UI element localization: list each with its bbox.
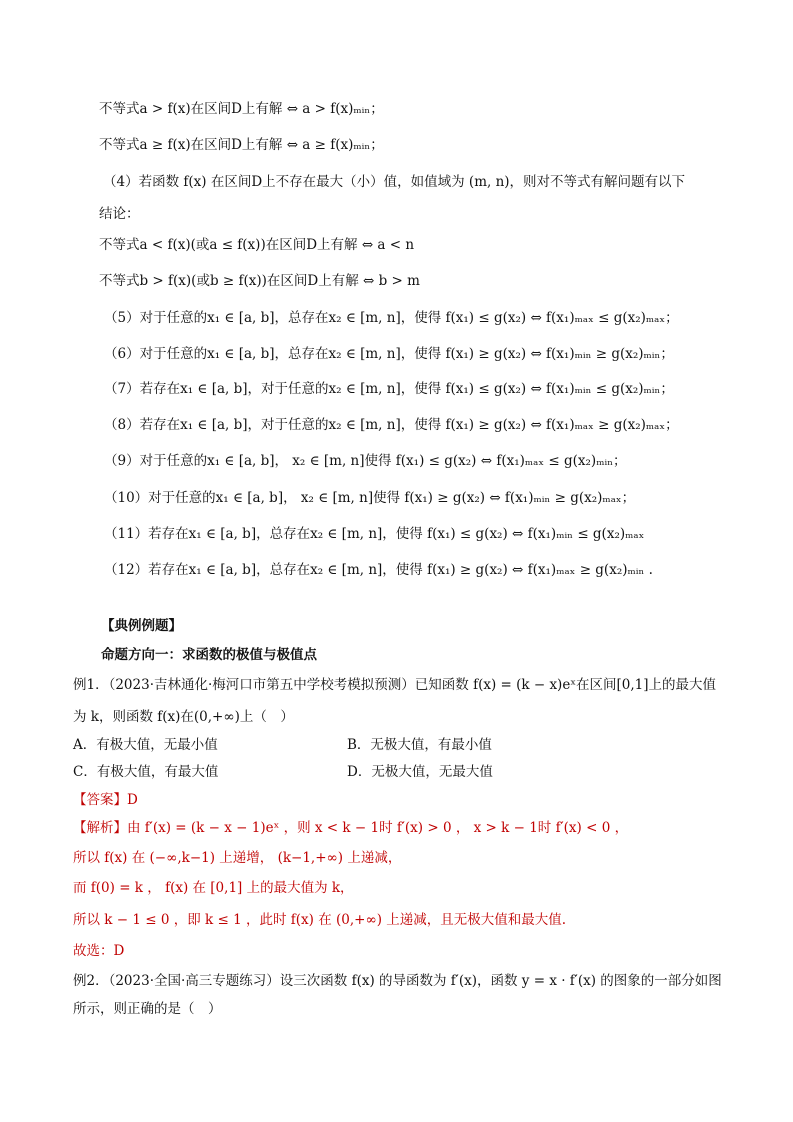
solution-line-4: 所以 k − 1 ≤ 0 ，即 k ≤ 1 ，此时 f(x) 在 (0,+∞) 上递减，且无极大值和最大值. — [73, 912, 567, 928]
item-11-line: （11）若存在x₁ ∈ [a, b]，总存在x₂ ∈ [m, n]，使得 f(x₁) ≤ g(x₂) ⇔ f(x₁)ₘᵢₙ ≤ g(x₂)ₘₐₓ — [104, 526, 645, 542]
item-6-line: （6）对于任意的x₁ ∈ [a, b]，总存在x₂ ∈ [m, n]，使得 f(x₁) ≥ g(x₂) ⇔ f(x₁)ₘᵢₙ ≥ g(x₂)ₘᵢₙ； — [104, 346, 674, 362]
inequality-line-2: 不等式a ≥ f(x)在区间D上有解 ⇔ a ≥ f(x)ₘᵢₙ； — [99, 137, 384, 153]
item-10-line: （10）对于任意的x₁ ∈ [a, b]， x₂ ∈ [m, n]使得 f(x₁) ≥ g(x₂) ⇔ f(x₁)ₘᵢₙ ≥ g(x₂)ₘₐₓ； — [104, 490, 636, 506]
item-7-line: （7）若存在x₁ ∈ [a, b]，对于任意的x₂ ∈ [m, n]，使得 f(x₁) ≤ g(x₂) ⇔ f(x₁)ₘᵢₙ ≤ g(x₂)ₘᵢₙ； — [104, 381, 674, 397]
conclusion-label: 结论： — [99, 206, 140, 222]
item-12-line: （12）若存在x₁ ∈ [a, b]，总存在x₂ ∈ [m, n]，使得 f(x₁) ≥ g(x₂) ⇔ f(x₁)ₘₐₓ ≥ g(x₂)ₘᵢₙ . — [104, 562, 653, 578]
example-2-line-2: 所示，则正确的是（ ） — [73, 1001, 222, 1017]
option-c: C．有极大值，有最大值 — [73, 764, 219, 780]
option-b: B．无极大值，有最小值 — [347, 737, 492, 753]
item-9-line: （9）对于任意的x₁ ∈ [a, b]， x₂ ∈ [m, n]使得 f(x₁) ≤ g(x₂) ⇔ f(x₁)ₘₐₓ ≤ g(x₂)ₘᵢₙ； — [104, 453, 627, 469]
direction-heading: 命题方向一：求函数的极值与极值点 — [101, 647, 317, 663]
inequality-line-4: 不等式b > f(x)(或b ≥ f(x))在区间D上有解 ⇔ b > m — [99, 273, 420, 289]
solution-line-2: 所以 f(x) 在 (−∞,k−1) 上递增， (k−1,+∞) 上递减， — [73, 850, 402, 866]
example-1-line-1: 例1．（2023·吉林通化·梅河口市第五中学校考模拟预测）已知函数 f(x) = (k − x)eˣ在区间[0,1]上的最大值 — [73, 677, 717, 693]
solution-line-5: 故选：D — [73, 943, 125, 959]
solution-line-1: 【解析】由 f′(x) = (k − x − 1)eˣ ，则 x < k − 1时 f′(x) > 0 ， x > k − 1时 f′(x) < 0 ， — [73, 820, 629, 836]
solution-line-3: 而 f(0) = k ， f(x) 在 [0,1] 上的最大值为 k， — [73, 880, 354, 896]
item-8-line: （8）若存在x₁ ∈ [a, b]，对于任意的x₂ ∈ [m, n]，使得 f(x₁) ≥ g(x₂) ⇔ f(x₁)ₘₐₓ ≥ g(x₂)ₘₐₓ； — [104, 417, 679, 433]
item-5-line: （5）对于任意的x₁ ∈ [a, b]，总存在x₂ ∈ [m, n]，使得 f(x₁) ≤ g(x₂) ⇔ f(x₁)ₘₐₓ ≤ g(x₂)ₘₐₓ； — [104, 310, 679, 326]
option-a: A．有极大值，无最小值 — [73, 737, 218, 753]
section-heading: 【典例例题】 — [101, 618, 182, 634]
example-1-line-2: 为 k，则函数 f(x)在(0,+∞)上（ ） — [73, 709, 294, 725]
inequality-line-3: 不等式a < f(x)(或a ≤ f(x))在区间D上有解 ⇔ a < n — [99, 237, 415, 253]
option-d: D．无极大值，无最大值 — [347, 764, 493, 780]
example-2-line-1: 例2．（2023·全国·高三专题练习）设三次函数 f(x) 的导函数为 f′(x)，函数 y = x · f′(x) 的图象的一部分如图 — [73, 973, 722, 989]
answer-line: 【答案】D — [73, 792, 138, 808]
inequality-line-1: 不等式a > f(x)在区间D上有解 ⇔ a > f(x)ₘᵢₙ； — [99, 101, 384, 117]
item-4-line: （4）若函数 f(x) 在区间D上不存在最大（小）值，如值域为 (m, n)，则对不等式有解问题有以下 — [103, 174, 686, 190]
